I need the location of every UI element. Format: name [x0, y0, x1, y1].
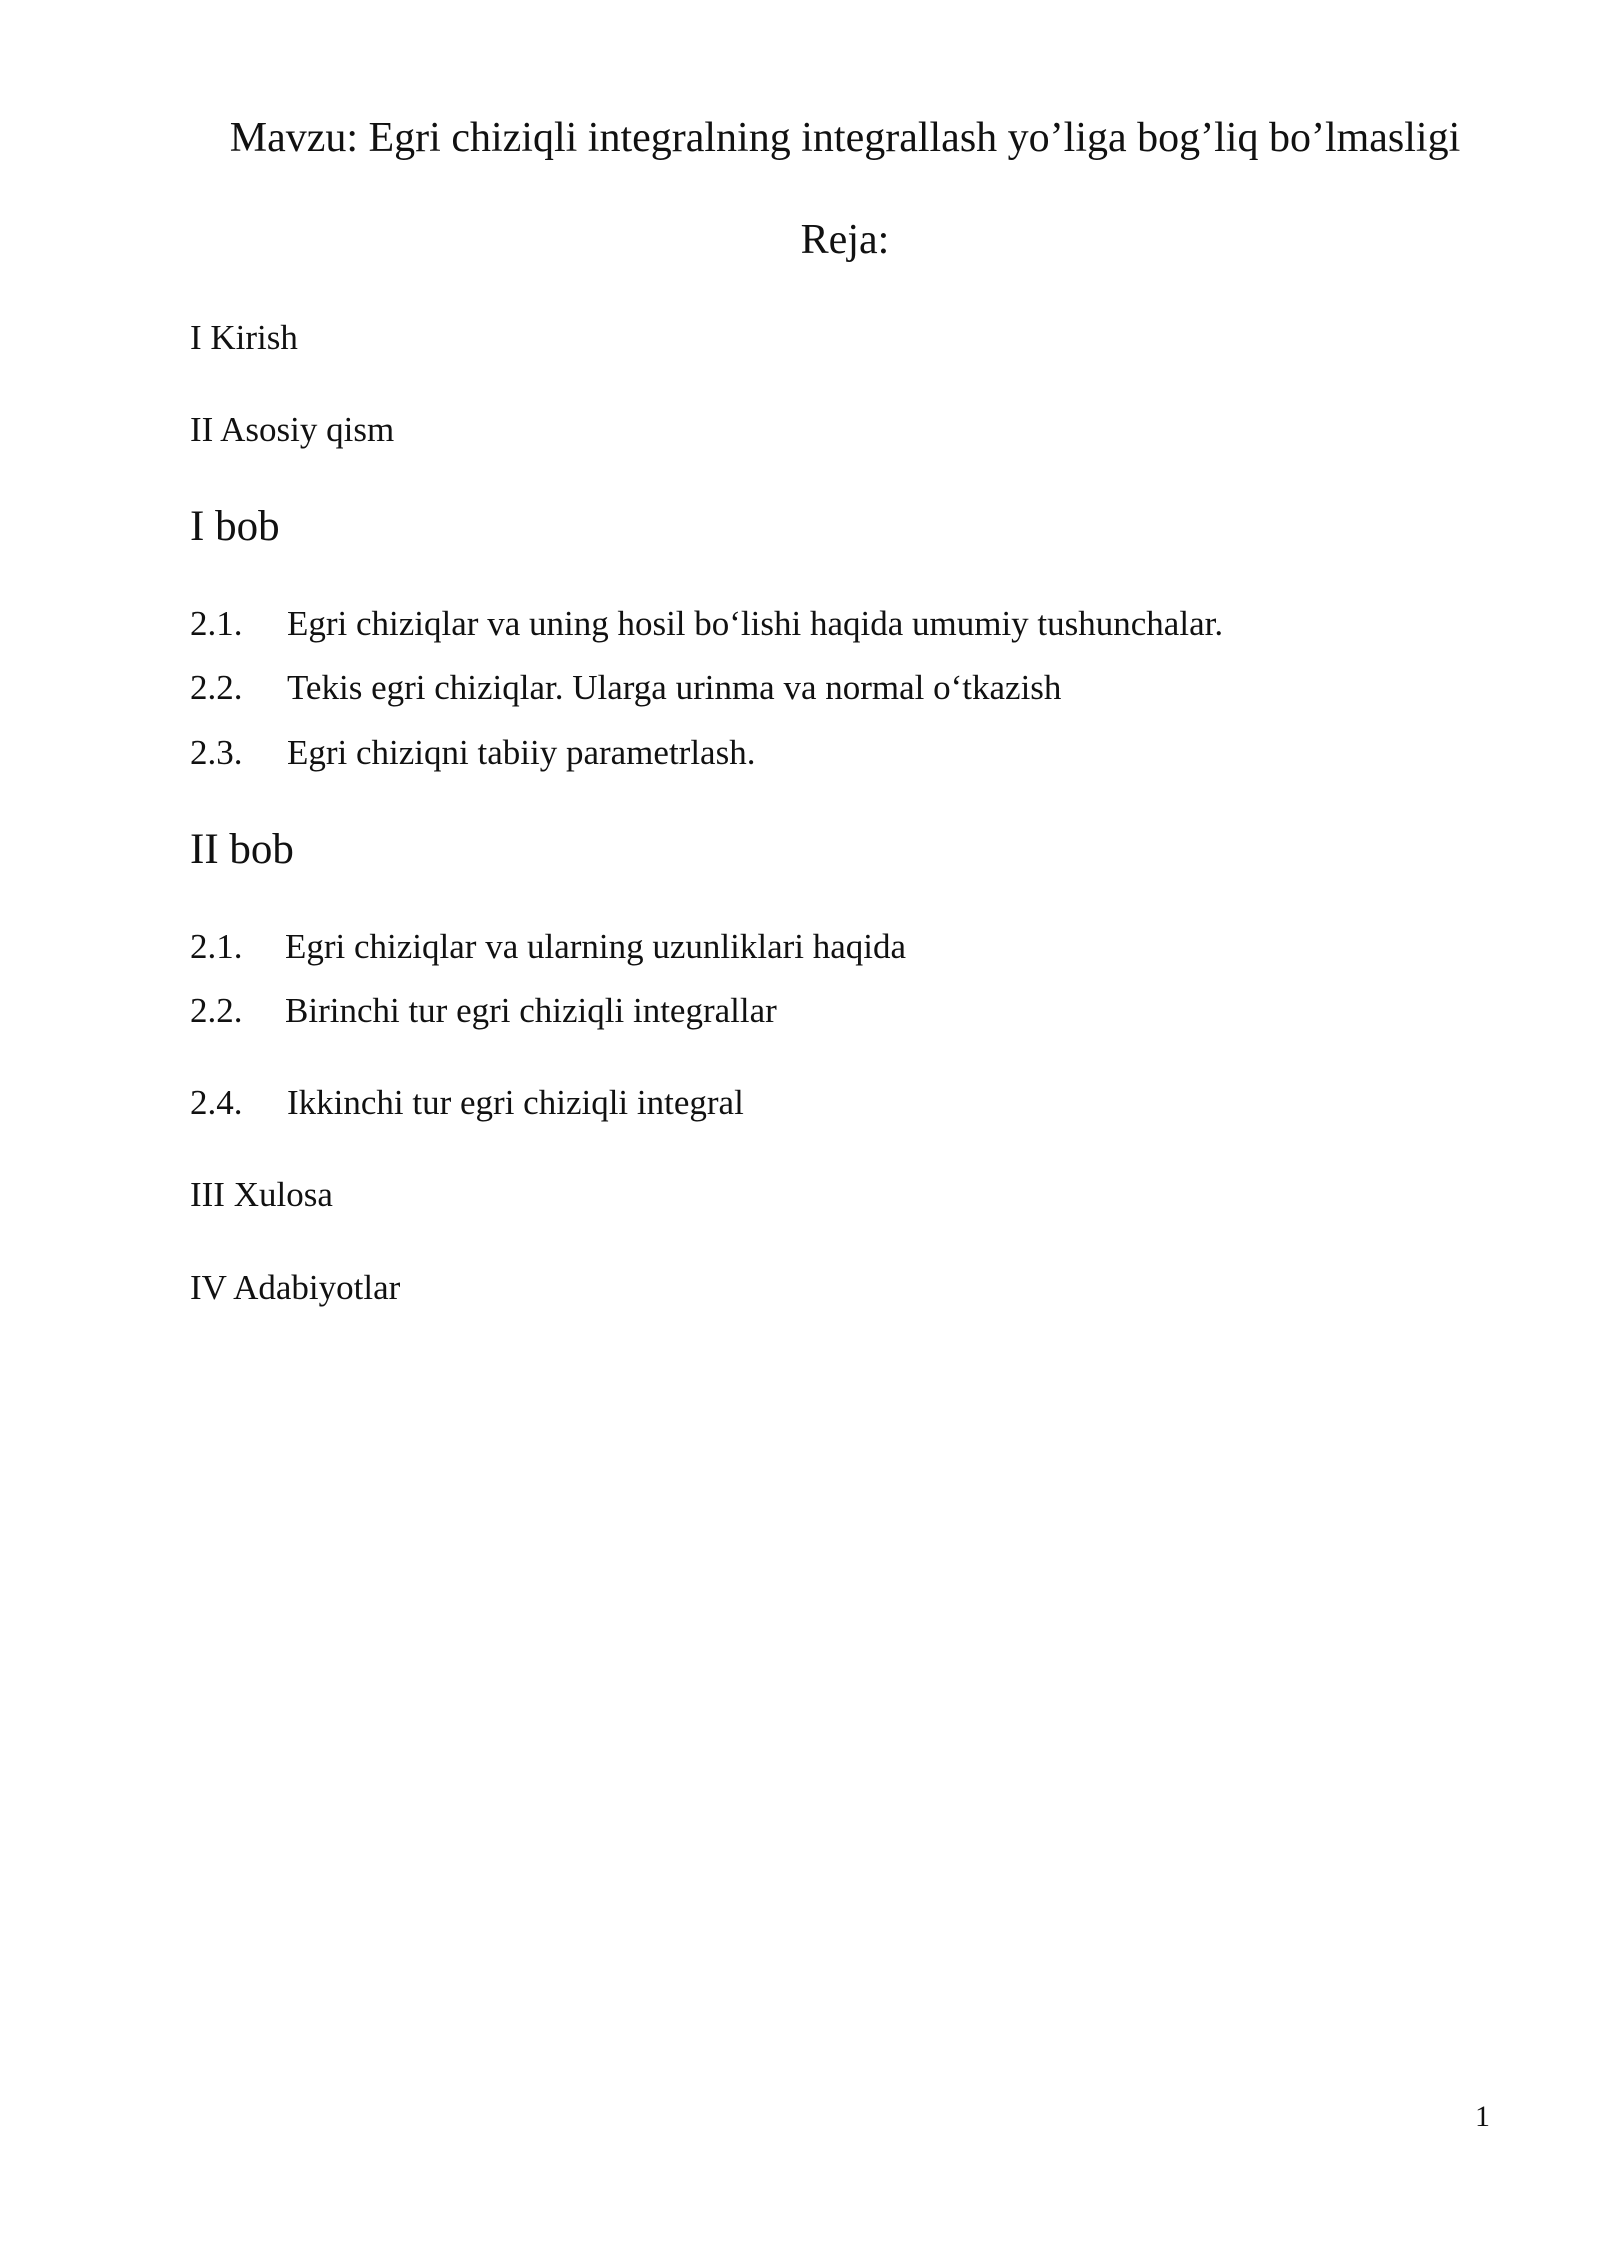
item-text: Egri chiziqlar va uning hosil boʻlishi haqida umumiy tushunchalar. — [287, 604, 1224, 643]
item-text: Birinchi tur egri chiziqli integrallar — [285, 991, 777, 1030]
item-number: 2.2. — [190, 668, 243, 707]
section-main: II Asosiy qism — [190, 410, 395, 449]
item-text: Ikkinchi tur egri chiziqli integral — [287, 1083, 744, 1122]
page-number: 1 — [1475, 2100, 1490, 2133]
chapter-2-title: II bob — [190, 826, 294, 873]
section-conclusion: III Xulosa — [190, 1175, 333, 1214]
item-number: 2.2. — [190, 991, 243, 1030]
item-text: Egri chiziqlar va ularning uzunliklari haqida — [285, 927, 907, 966]
chapter-1-item — [190, 733, 755, 773]
chapter-1-item — [190, 668, 1061, 708]
section-references: IV Adabiyotlar — [190, 1268, 401, 1307]
item-text: Tekis egri chiziqlar. Ularga urinma va normal oʻtkazish — [287, 668, 1062, 707]
item-number: 2.1. — [190, 604, 243, 643]
chapter-1-item — [190, 604, 1223, 644]
chapter-1-title: I bob — [190, 503, 280, 550]
item-number: 2.4. — [190, 1083, 243, 1122]
document-topic: Mavzu: Egri chiziqli integralning integrallash yo’liga bog’liq bo’lmasligi — [229, 115, 1461, 161]
chapter-2-item — [190, 991, 777, 1031]
plan-heading: Reja: — [800, 217, 890, 263]
chapter-2-item — [190, 927, 906, 967]
item-text: Egri chiziqni tabiiy parametrlash. — [287, 733, 756, 772]
item-number: 2.1. — [190, 927, 243, 966]
chapter-2-item — [190, 1083, 744, 1123]
item-number: 2.3. — [190, 733, 243, 772]
section-intro: I Kirish — [190, 318, 298, 357]
